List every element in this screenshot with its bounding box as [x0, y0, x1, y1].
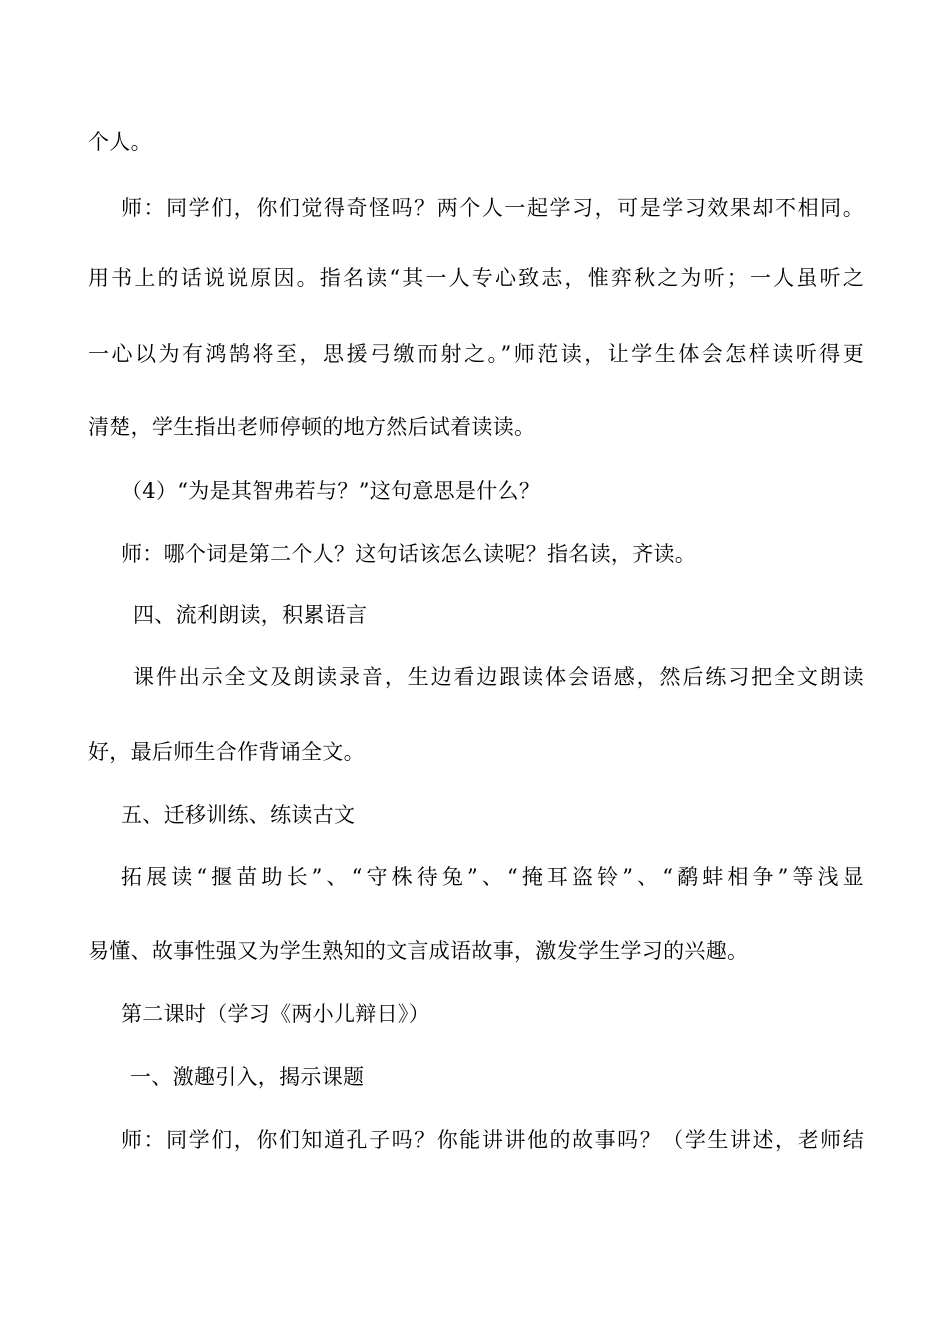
section-heading-4: 四、流利朗读，积累语言 [133, 603, 368, 627]
text-line-6: （4）“为是其智弗若与？”这句意思是什么？ [121, 479, 541, 503]
text-line-7: 师：哪个词是第二个人？这句话该怎么读呢？指名读，齐读。 [121, 542, 697, 566]
section-heading-1: 一、激趣引入，揭示课题 [130, 1065, 365, 1089]
text-line-4: 一心以为有鸿鹄将至，思援弓缴而射之。”师范读，让学生体会怎样读听得更 [88, 342, 864, 366]
text-line-1: 个人。 [88, 130, 152, 154]
section-heading-5: 五、迁移训练、练读古文 [121, 803, 356, 827]
text-line-2: 师：同学们，你们觉得奇怪吗？两个人一起学习，可是学习效果却不相同。 [121, 196, 864, 220]
text-line-5: 清楚，学生指出老师停顿的地方然后试着读读。 [88, 415, 536, 439]
text-line-13: 易懂、故事性强又为学生熟知的文言成语故事，激发学生学习的兴趣。 [88, 939, 749, 963]
text-line-12: 拓展读“揠苗助长”、“守株待兔”、“掩耳盗铃”、“鹬蚌相争”等浅显 [121, 865, 864, 889]
text-line-9: 课件出示全文及朗读录音，生边看边跟读体会语感，然后练习把全文朗读 [133, 665, 864, 689]
text-line-3: 用书上的话说说原因。指名读“其一人专心致志，惟弈秋之为听；一人虽听之 [88, 266, 864, 290]
lesson-heading-2: 第二课时（学习《两小儿辩日》） [121, 1002, 430, 1026]
text-line-16: 师：同学们，你们知道孔子吗？你能讲讲他的故事吗？（学生讲述，老师结 [121, 1128, 864, 1152]
text-line-10: 好，最后师生合作背诵全文。 [88, 740, 365, 764]
